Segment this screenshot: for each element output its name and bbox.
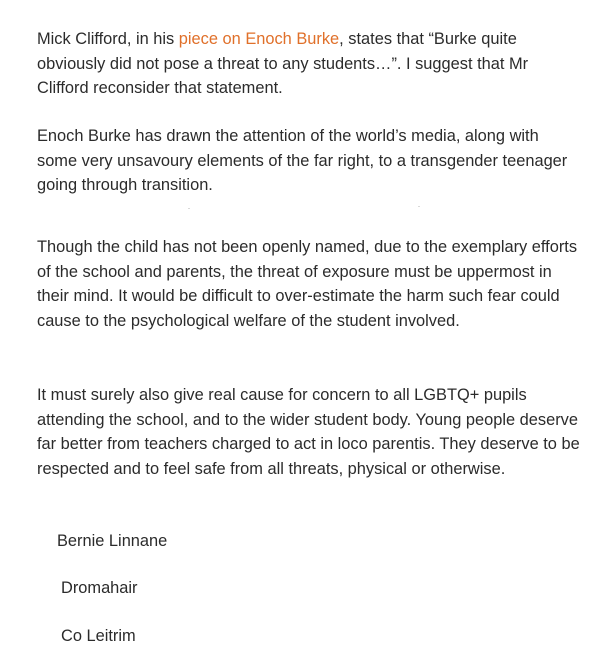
paragraph-2: Enoch Burke has drawn the attention of the world’s media, along with some very unsavoury elements of the far right, to a transgender teenager going through transition. — [37, 127, 568, 194]
signature-name: Bernie Linnane — [57, 532, 168, 550]
paragraph-4: It must surely also give real cause for concern to all LGBTQ+ pupils attending the school, and to the wider student body. Young people deserve far better from teachers charged to act in loco parentis. They deserve to be respected and to feel safe from all threats, physical or otherwise. — [37, 386, 580, 478]
faint-artifact-dot — [188, 208, 190, 209]
paragraph-1 — [37, 27, 582, 101]
faint-artifact-dot — [418, 206, 420, 207]
signature-county: Co Leitrim — [61, 627, 136, 645]
paragraph-1-intro: Mick Clifford, in his — [37, 30, 179, 48]
signature-town: Dromahair — [61, 579, 138, 597]
article-link[interactable]: piece on Enoch Burke — [178, 30, 340, 48]
paragraph-3: Though the child has not been openly named, due to the exemplary efforts of the school and parents, the threat of exposure must be uppermost in their mind. It would be difficult to over-estimate the harm such fear could cause to the psychological welfare of the student involved. — [37, 238, 578, 330]
paragraph-1-rest: , states that “Burke quite obviously did not pose a threat to any students…”. I suggest that Mr Clifford reconsider that statement. — [37, 30, 529, 97]
